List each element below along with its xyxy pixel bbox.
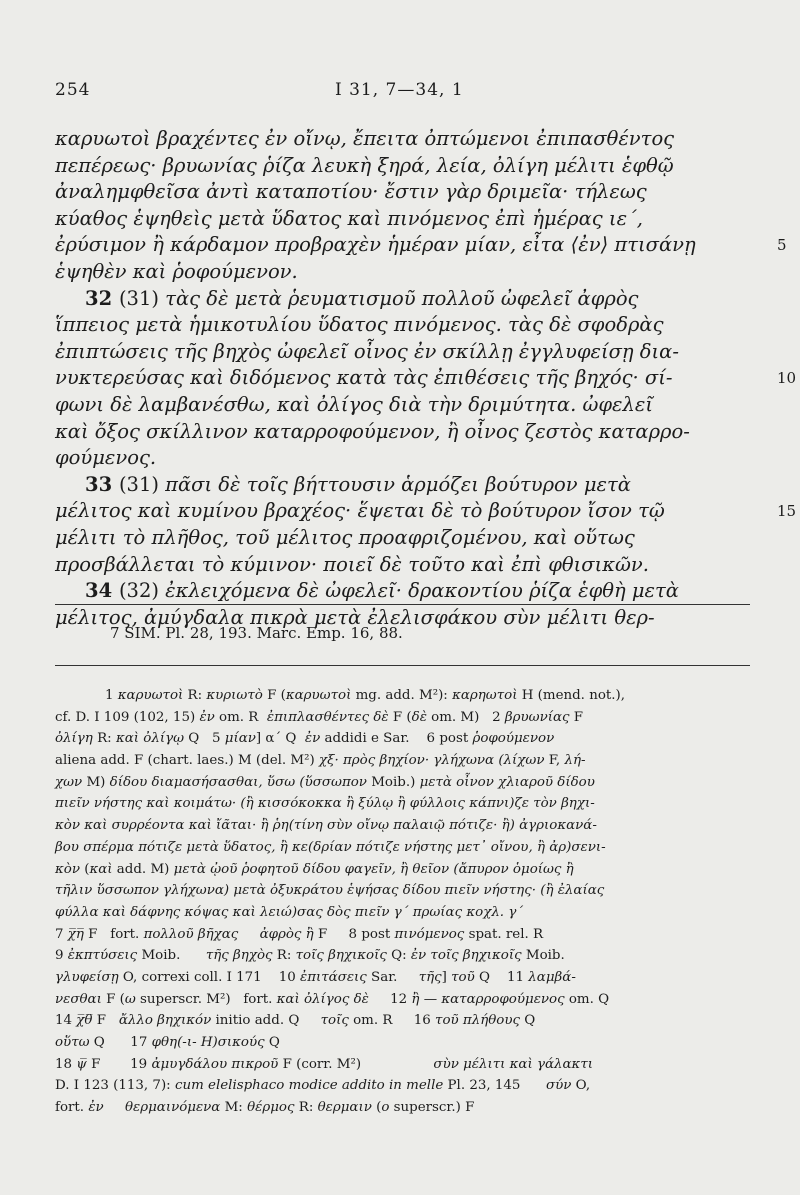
apparatus-line xyxy=(55,859,755,881)
apparatus-note: H (mend. not.), xyxy=(517,688,626,703)
apparatus-line xyxy=(55,772,755,794)
apparatus-greek: μετὰ ᾠοῦ ῥοφητοῦ δίδου φαγεῖν, ἢ θεῖον (ἄπυρον ὁμοίως ἢ xyxy=(173,861,574,877)
text-line xyxy=(55,365,797,392)
apparatus-line xyxy=(55,750,755,772)
apparatus-note: Q 11 xyxy=(474,969,529,985)
line-text: ἐκλειχόμενα δὲ ὠφελεῖ· δρακοντίου ῥίζα ἑφθὴ μετὰ xyxy=(165,579,679,603)
apparatus-note: D. I 123 (113, 7): xyxy=(55,1078,175,1094)
apparatus-greek: καρυωτοὶ xyxy=(117,688,184,703)
apparatus-note: F xyxy=(92,1013,119,1029)
apparatus-note: ] xyxy=(441,969,452,985)
apparatus-note: Moib.) xyxy=(366,774,420,790)
text-line xyxy=(55,525,755,552)
apparatus-note: ] α΄ Q xyxy=(255,731,305,747)
apparatus-greek: φθη(-ι- H)σικούς xyxy=(151,1035,265,1050)
apparatus-greek: χ̅η̅ xyxy=(67,926,84,942)
line-text: κύαθος ἑψηθεὶς μετὰ ὕδατος καὶ πινόμενος ἐπὶ ἡμέρας ιε΄, xyxy=(55,206,643,230)
apparatus-greek: πινόμενος xyxy=(394,926,465,942)
apparatus-note: F ( xyxy=(388,709,412,725)
apparatus-greek: τοῦ xyxy=(451,969,475,985)
apparatus-note: aliena add. F (chart. laes.) M (del. M²) xyxy=(55,753,319,769)
text-line xyxy=(55,179,755,206)
text-line xyxy=(55,339,755,366)
apparatus-greek: ἀμυγδάλου πικροῦ xyxy=(151,1056,279,1072)
apparatus-note: Sar. xyxy=(366,969,419,985)
text-line xyxy=(55,232,787,259)
text-line xyxy=(55,552,755,579)
apparatus-note: Q xyxy=(520,1013,536,1029)
apparatus-note: ( xyxy=(371,1100,382,1116)
apparatus-note: F ( xyxy=(262,688,286,703)
apparatus-note: F 8 post xyxy=(313,926,395,942)
text-line xyxy=(55,259,755,286)
apparatus-note: om. M) 2 xyxy=(426,709,505,725)
apparatus-note: initio add. Q xyxy=(211,1013,321,1029)
apparatus-greek: πιεῖν νήστης καὶ κοιμάτω· (ἢ κισσόκοκκα ἢ ξύλῳ ἢ φύλλοις κάπνι)ζε τὸν βηχι- xyxy=(55,796,595,812)
apparatus-greek: ἢ — καταρροφούμενος xyxy=(411,991,565,1007)
apparatus-note: 14 xyxy=(55,1013,77,1029)
apparatus-line xyxy=(55,685,755,707)
apparatus-greek: χξ· πρὸς βηχίον· γλήχωνα (λίχων xyxy=(319,753,545,769)
text-line xyxy=(55,472,755,499)
apparatus-greek: τοῖς xyxy=(320,1013,349,1029)
line-text: ἐπιπτώσεις τῆς βηχὸς ὠφελεῖ οἶνος ἐν σκίλλῃ ἐγγλυφείσῃ δια- xyxy=(55,339,679,363)
line-number: 15 xyxy=(777,502,797,521)
line-number: 5 xyxy=(777,236,787,255)
apparatus-line xyxy=(55,989,755,1011)
apparatus-note: O, xyxy=(571,1078,591,1094)
apparatus-note: F, xyxy=(544,753,565,769)
apparatus-note: cf. D. I 109 (102, 15) xyxy=(55,709,200,725)
apparatus-greek: κὸν καὶ συρρέοντα καὶ ἴᾶται· ἢ ῥη(τίνη σὺν οἴνῳ παλαιῷ πότιζε· ἢ) ἀγριοκανά- xyxy=(55,818,597,834)
apparatus-greek: βου σπέρμα πότιζε μετὰ ὕδατος, ἢ κε(δρίαν πότιζε νήστης μετ᾽ οἴνου, ἢ ἀρ)σενι- xyxy=(55,839,606,855)
apparatus-note: R: xyxy=(294,1100,318,1116)
line-text: ἵππειος μετὰ ἡμικοτυλίου ὕδατος πινόμενος. τὰς δὲ σφοδρὰς xyxy=(55,313,664,337)
running-head: I 31, 7—34, 1 xyxy=(335,80,464,100)
apparatus-greek: ἐν xyxy=(199,709,215,725)
apparatus-note: M: xyxy=(220,1100,248,1116)
apparatus-greek: ψ̅ xyxy=(76,1056,87,1072)
apparatus-greek: ἀφρὸς ἢ xyxy=(259,926,314,942)
apparatus-greek: νεσθαι xyxy=(55,991,102,1007)
apparatus-line xyxy=(55,793,755,815)
apparatus-greek: τῆλιν ὕσσωπον γλήχωνα) μετὰ ὀξυκράτου ἑψήσας δίδου πιεῖν νήστης· (ἢ ἐλαίας xyxy=(55,883,605,899)
main-text xyxy=(55,126,797,631)
line-text: ἐρύσιμον ἢ κάρδαμον προβραχὲν ἡμέραν μίαν, εἶτα ⟨ἐν⟩ πτισάνῃ xyxy=(55,233,696,257)
apparatus-greek: ἐν τοῖς βηχικοῖς xyxy=(410,948,522,964)
subsection-number: (31) xyxy=(118,472,166,496)
apparatus-greek: ω xyxy=(124,991,136,1007)
apparatus-line xyxy=(55,1075,755,1097)
text-line xyxy=(55,498,797,525)
apparatus-greek: οὕτω xyxy=(55,1035,90,1050)
apparatus-greek: γλυφείσῃ xyxy=(55,969,119,985)
apparatus-note: M) xyxy=(82,774,110,790)
apparatus-note: R: xyxy=(183,688,207,703)
apparatus-greek: θέρμος xyxy=(247,1100,295,1116)
text-line xyxy=(55,206,755,233)
running-header xyxy=(55,80,745,104)
line-number: 10 xyxy=(777,369,797,388)
apparatus-greek: τοῦ πλήθους xyxy=(435,1013,520,1029)
apparatus-note: 1 xyxy=(105,688,118,703)
apparatus-greek: ἄλλο βηχικόν xyxy=(118,1013,212,1029)
text-line xyxy=(55,312,755,339)
apparatus-greek: σύν xyxy=(546,1078,572,1094)
apparatus-note: fort. xyxy=(55,1100,89,1116)
apparatus-greek: μετὰ οἶνον χλιαροῦ δίδου xyxy=(419,774,595,790)
apparatus-greek: cum elelisphaco modice addito in melle xyxy=(174,1078,444,1094)
apparatus-note: Moib. xyxy=(521,948,565,964)
line-text: προσβάλλεται τὸ κύμινον· ποιεῖ δὲ τοῦτο καὶ ἐπὶ φθισικῶν. xyxy=(55,552,649,576)
apparatus-greek: θερμαιν xyxy=(317,1100,372,1116)
section-number: 32 xyxy=(85,286,119,310)
text-line xyxy=(55,419,755,446)
line-text: τὰς δὲ μετὰ ῥευματισμοῦ πολλοῦ ὠφελεῖ ἀφρὸς xyxy=(165,286,639,310)
apparatus-greek: βρυωνίας xyxy=(504,709,570,725)
text-line xyxy=(55,578,755,605)
apparatus-line xyxy=(55,1097,755,1119)
rule-bottom xyxy=(55,665,750,666)
subsection-number: (31) xyxy=(118,286,166,310)
apparatus-note: mg. add. M²): xyxy=(351,688,453,703)
apparatus-line xyxy=(55,1032,755,1054)
apparatus-note: om. R xyxy=(214,709,267,725)
apparatus-note: Moib. xyxy=(137,948,206,964)
apparatus-greek: λή- xyxy=(564,753,586,769)
line-text: πεπέρεως· βρυωνίας ῥίζα λευκὴ ξηρά, λεία, ὀλίγη μέλιτι ἑφθῷ xyxy=(55,153,674,177)
apparatus-line xyxy=(55,1010,755,1032)
apparatus-note: addidi e Sar. 6 post xyxy=(320,731,473,747)
apparatus-greek: ἐκπτύσεις xyxy=(67,948,138,964)
apparatus-greek: καὶ ὀλίγος δὲ xyxy=(276,991,369,1007)
apparatus-greek: φύλλα καὶ δάφνης κόψας καὶ λειώ)σας δὸς πιεῖν γ΄ πρωίας κοχλ. γ΄ xyxy=(55,904,524,920)
text-line xyxy=(55,126,755,153)
apparatus-greek: ἐπιτάσεις xyxy=(300,969,367,985)
apparatus-greek: μίαν xyxy=(224,731,256,747)
apparatus-greek: θερμαινόμενα xyxy=(124,1100,221,1116)
apparatus-greek: ο xyxy=(381,1100,390,1116)
apparatus-greek: χων xyxy=(55,774,83,790)
testimonia: 7 SIM. Pl. 28, 193. Marc. Emp. 16, 88. xyxy=(110,624,403,642)
apparatus-line xyxy=(55,707,755,729)
apparatus-note: spat. rel. R xyxy=(464,926,544,942)
line-text: φούμενος. xyxy=(55,446,157,470)
apparatus-greek: δὲ xyxy=(411,709,427,725)
apparatus-greek: ἐν xyxy=(304,731,321,747)
text-line xyxy=(55,286,755,313)
line-text: φωνι δὲ λαμβανέσθω, καὶ ὀλίγος διὰ τὴν δριμύτητα. ὠφελεῖ xyxy=(55,392,653,416)
apparatus-line xyxy=(55,880,755,902)
apparatus-greek: τῆς xyxy=(418,969,442,985)
line-text: ἑψηθὲν καὶ ῥοφούμενον. xyxy=(55,259,298,283)
line-text: ἀναλημφθεῖσα ἀντὶ καταποτίου· ἔστιν γὰρ δριμεῖα· τήλεως xyxy=(55,180,647,204)
apparatus-note: F 19 xyxy=(86,1056,152,1072)
apparatus-greek: ὀλίγη xyxy=(55,731,93,747)
apparatus-note: ( xyxy=(79,861,90,877)
line-text: καρυωτοὶ βραχέντες ἐν οἴνῳ, ἔπειτα ὀπτώμενοι ἐπιπασθέντος xyxy=(55,127,675,150)
apparatus-note: R: xyxy=(92,731,116,747)
apparatus-note: O, correxi coll. I 171 10 xyxy=(118,969,301,985)
apparatus-note: F ( xyxy=(101,991,125,1007)
apparatus-greek: ἐν xyxy=(88,1100,104,1116)
text-line xyxy=(55,153,755,180)
apparatus-note: 12 xyxy=(368,991,412,1007)
apparatus-greek: πολλοῦ βῆχας xyxy=(143,926,239,942)
apparatus-greek: λαμβά- xyxy=(528,969,576,985)
apparatus-note: 18 xyxy=(55,1056,77,1072)
subsection-number: (32) xyxy=(118,579,166,603)
apparatus-line xyxy=(55,815,755,837)
line-text: μέλιτος, ἀμύγδαλα πικρὰ μετὰ ἐλελισφάκου σὺν μέλιτι θερ- xyxy=(55,605,655,629)
apparatus-note: Pl. 23, 145 xyxy=(443,1078,546,1094)
apparatus-note xyxy=(238,927,259,942)
apparatus-greek: ῥοφούμενον xyxy=(472,731,555,747)
apparatus-line xyxy=(55,967,755,989)
apparatus-note: F fort. xyxy=(83,926,144,942)
apparatus-greek: δίδου διαμασήσασθαι, ὕσω (ὕσσωπον xyxy=(109,774,367,790)
apparatus-note: R: xyxy=(272,948,296,964)
text-line xyxy=(55,392,755,419)
apparatus-note: om. R 16 xyxy=(348,1013,436,1029)
apparatus-note: add. M) xyxy=(112,861,174,877)
apparatus-note: 9 xyxy=(55,948,68,964)
apparatus-note: Q xyxy=(264,1035,280,1050)
apparatus-line xyxy=(55,728,755,750)
apparatus-note: Q: xyxy=(386,948,411,964)
apparatus-greek: σὺν μέλιτι καὶ γάλακτι xyxy=(433,1056,593,1072)
apparatus-line xyxy=(55,902,755,924)
apparatus-note: 7 xyxy=(55,926,68,942)
apparatus-greek: κὸν xyxy=(55,861,80,877)
line-text: πᾶσι δὲ τοῖς βήττουσιν ἁρμόζει βούτυρον μετὰ xyxy=(165,472,631,496)
apparatus-greek: τοῖς βηχικοῖς xyxy=(295,948,387,964)
apparatus-note: F xyxy=(569,709,584,725)
line-text: νυκτερεύσας καὶ διδόμενος κατὰ τὰς ἐπιθέσεις τῆς βηχός· σί- xyxy=(55,366,673,390)
apparatus-line xyxy=(55,924,755,946)
apparatus-line xyxy=(55,1054,755,1076)
apparatus-greek: καὶ xyxy=(89,861,113,877)
apparatus-greek: χ̅θ̅ xyxy=(76,1013,93,1029)
rule-top xyxy=(55,604,750,605)
apparatus-greek: κυριωτὸ xyxy=(206,688,263,703)
line-text: καὶ ὄξος σκίλλινον καταρροφούμενον, ἢ οἶνος ζεστὸς καταρρο- xyxy=(55,419,690,443)
line-text: μέλιτι τὸ πλῆθος, τοῦ μέλιτος προαφριζομένου, καὶ οὕτως xyxy=(55,525,635,549)
apparatus-line xyxy=(55,837,755,859)
page-number: 254 xyxy=(55,80,91,100)
text-line xyxy=(55,445,755,472)
apparatus-greek: καὶ ὀλίγῳ xyxy=(115,731,184,747)
apparatus-note: F (corr. M²) xyxy=(278,1056,434,1072)
apparatus-note xyxy=(104,1100,125,1115)
apparatus-note: Q 17 xyxy=(89,1035,152,1050)
apparatus-note: om. Q xyxy=(564,991,610,1007)
section-number: 33 xyxy=(85,472,119,496)
line-text: μέλιτος καὶ κυμίνου βραχέος· ἕψεται δὲ τὸ βούτυρον ἴσον τῷ xyxy=(55,499,665,523)
apparatus-note: Q 5 xyxy=(184,731,225,747)
apparatus-note: superscr.) F xyxy=(389,1100,475,1116)
section-number: 34 xyxy=(85,579,119,603)
apparatus-greek: καρηωτοὶ xyxy=(452,688,518,703)
apparatus-greek: ἐπιπλασθέντες δὲ xyxy=(266,709,389,725)
apparatus-line xyxy=(55,945,755,967)
apparatus-note: superscr. M²) fort. xyxy=(135,991,277,1007)
critical-apparatus xyxy=(55,685,755,1119)
apparatus-greek: τῆς βηχὸς xyxy=(205,948,273,964)
apparatus-greek: καρυωτοὶ xyxy=(285,688,352,703)
